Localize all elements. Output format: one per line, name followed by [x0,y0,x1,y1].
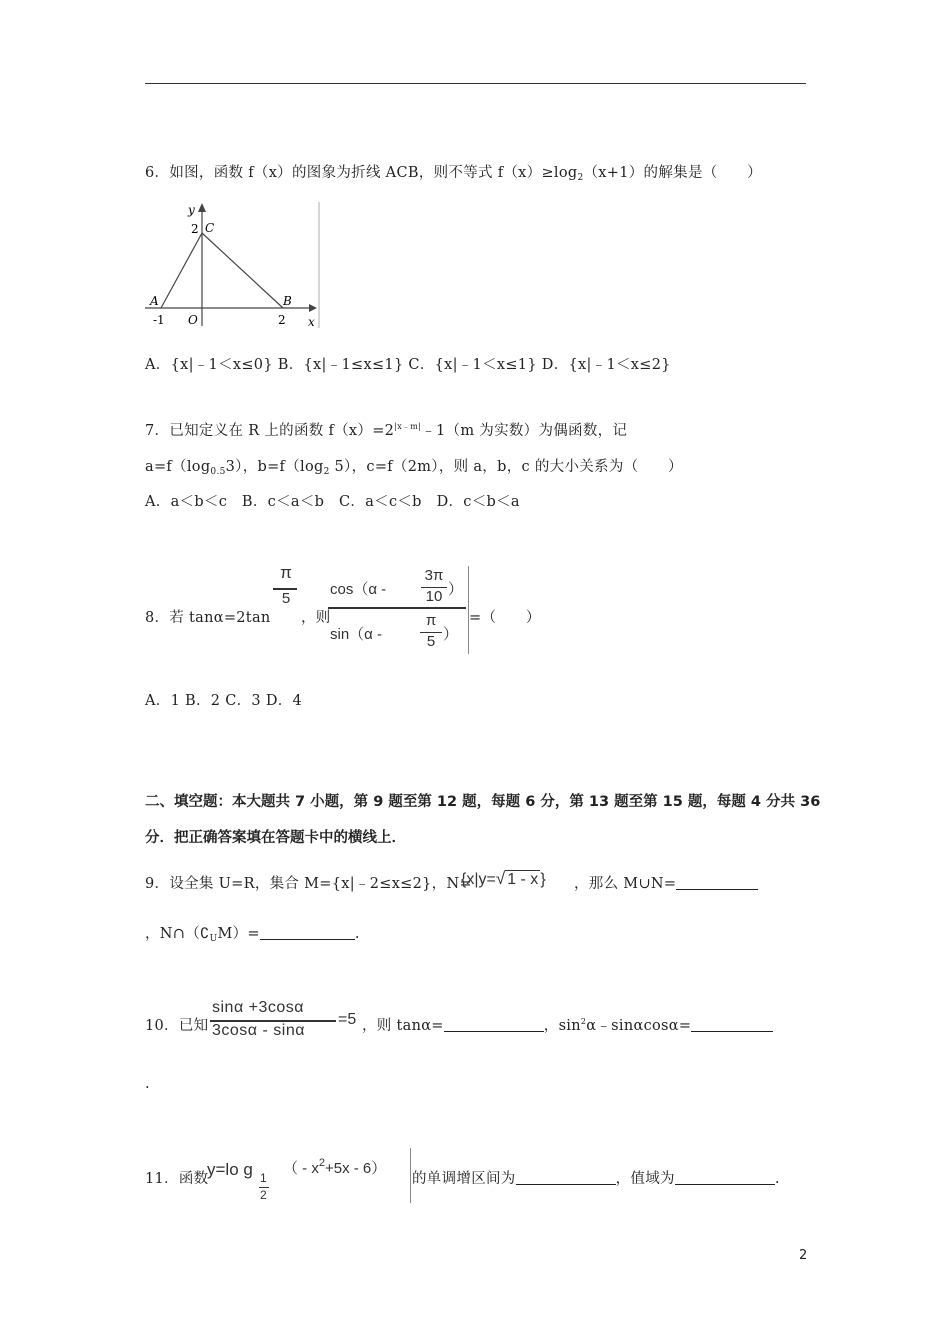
q11-prefix: 11．函数 [145,1171,209,1187]
q11-arg: （ - $x^2+5x - 6$） [283,1157,387,1177]
q8-pi-den: 5 [281,590,291,607]
q11-base-n: 1 [260,1171,267,1185]
graph-label-b: B [283,294,292,308]
q11-blank-range[interactable] [675,1170,775,1185]
q6-options: A．{x|﹣1＜x≤0} B．{x|﹣1≤x≤1} C．{x|﹣1＜x≤1} D．{x|﹣1＜x≤2} [145,357,671,373]
q8-pi-num: π [280,563,292,582]
q8-den-frac-n: π [425,612,437,629]
q10-numerator: sinα +3cosα [212,999,305,1016]
graph-segment-ac [161,233,202,308]
q6-stem: 6．如图，函数 f（x）的图象为折线 ACB，则不等式 $f(x)\ge\log_2(x+1)$的解集是（ ） [145,165,762,183]
section2-heading-line2: 分．把正确答案填在答题卡中的横线上． [145,830,406,846]
q10-dot: . [145,1076,150,1092]
q8-prefix: 8．若 tanα=2tan [145,610,271,626]
q9-line1-tail: ，那么 M∪N= [574,872,758,893]
graph-label-o: O [188,313,198,327]
q7-options: A．a＜b＜c B．c＜a＜b C．a＜c＜b D．c＜b＜a [145,494,520,510]
q8-num-frac-d: 10 [425,588,443,605]
header-rule [145,83,806,84]
q8-den-frac-d: 5 [426,633,436,650]
q9-blank-intersection[interactable] [260,925,355,940]
graph-label-y: y [188,203,195,217]
q9-blank-union[interactable] [676,875,758,890]
q8-denominator: sin（α - [330,626,383,643]
q8-num-close: ） [448,581,464,598]
graph-x-arrow [309,304,317,312]
graph-segment-cb [202,233,283,308]
q6-graph [145,200,325,330]
q10-eq: =5 [338,1011,357,1028]
q10-blank-expr[interactable] [691,1017,773,1032]
q7-line2: $a=f(\log_{0.5}3)$，$b=f(\log_2$ 5），c=f（2m），则 a，b，c 的大小关系为（ ） [145,459,683,477]
q9-set: {x|y=√ 1 - x } [461,869,546,888]
q10-denominator: 3cosα - sinα [212,1022,305,1039]
graph-y-arrow [198,203,206,212]
graph-label-2y: 2 [191,222,199,236]
q9-line2: ，$N\cap(∁_UM)=$ . [145,926,360,944]
q9-line1-a: 9．设全集 U=R，集合 M={x|﹣2≤x≤2}，N= [145,876,472,892]
q11-mid: 的单调增区间为 ，值域为 . [412,1171,780,1187]
q8-den-close: ） [443,626,459,643]
q10-prefix: 10．已知 [145,1018,209,1034]
q11-base-d: 2 [260,1188,267,1202]
q10-mid: ，则 tanα= ，$\sin^2\alpha﹣\sin\alpha\cos\alpha=$ [362,1014,773,1035]
graph-label-2x: 2 [278,313,286,327]
q8-suffix: =（ ） [469,610,541,626]
q8-num-frac-n: 3π [424,567,444,584]
q8-options: A．1 B．2 C．3 D．4 [145,693,303,709]
graph-label-x: x [308,315,315,329]
graph-label-m1: -1 [153,313,165,327]
section2-heading-line1: 二、填空题：本大题共 7 小题，第 9 题至第 12 题，每题 6 分，第 13 题至第 15 题，每题 4 分共 36 [145,794,821,810]
q8-numerator: cos（α - [330,581,387,598]
q11-log: y=lo g [207,1160,253,1179]
q8-main-bar [328,607,466,609]
q7-line1: 7．已知定义在 R 上的函数 $f(x)=2^{|x﹣m|}﹣1(m$ 为实数）为偶函数，记 [145,422,628,439]
q11-blank-interval[interactable] [516,1170,616,1185]
graph-label-c: C [205,221,215,235]
q10-blank-tan[interactable] [444,1017,544,1032]
graph-label-a: A [150,294,159,308]
q8-mid: ，则 [301,610,331,626]
q11-image-edge [410,1148,411,1203]
page-number: 2 [799,1248,808,1263]
